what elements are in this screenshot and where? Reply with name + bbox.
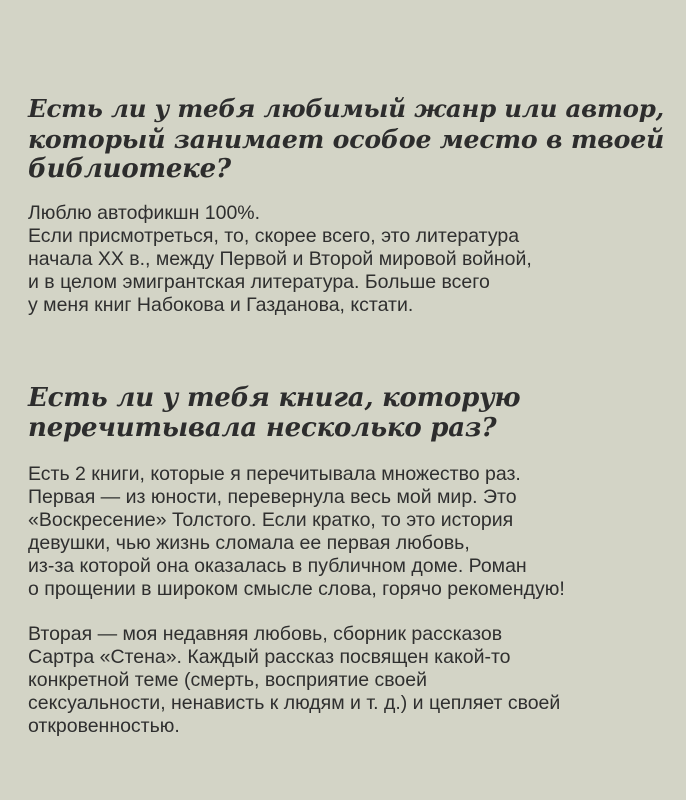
answer-line: Если присмотреться, то, скорее всего, это литература <box>28 225 520 247</box>
answer-line: Люблю автофикшн 100%. <box>28 202 261 224</box>
answer-line: о прощении в широком смысле слова, горячо рекомендую! <box>28 578 565 600</box>
interview-page <box>28 94 668 738</box>
answer-line: Сартра «Стена». Каждый рассказ посвящен какой-то <box>28 646 511 668</box>
question-line: Есть ли у тебя книга, которую <box>28 383 521 413</box>
answer-line: сексуальности, ненависть к людям и т. д.) и цепляет своей <box>28 692 561 714</box>
answer-first-book <box>28 463 668 601</box>
answer-line: и в целом эмигрантская литература. Больше всего <box>28 271 490 293</box>
question-line: Есть ли у тебя любимый жанр или автор, <box>28 94 664 123</box>
question-line: библиотеке? <box>28 154 231 184</box>
answer-line: из-за которой она оказалась в публичном доме. Роман <box>28 555 527 577</box>
question-favorite-genre <box>28 94 668 184</box>
answer-line: Есть 2 книги, которые я перечитывала множество раз. <box>28 463 521 485</box>
answer-line: Вторая — моя недавняя любовь, сборник рассказов <box>28 623 503 645</box>
answer-line: начала XX в., между Первой и Второй мировой войной, <box>28 248 532 270</box>
question-line: перечитывала несколько раз? <box>28 413 497 443</box>
answer-line: конкретной теме (смерть, восприятие своей <box>28 669 428 691</box>
answer-line: Первая — из юности, перевернула весь мой мир. Это <box>28 486 517 508</box>
answer-favorite-genre <box>28 202 668 317</box>
question-reread-book <box>28 383 668 443</box>
answer-second-book <box>28 623 668 738</box>
question-line: который занимает особое место в твоей <box>28 124 665 154</box>
answer-line: у меня книг Набокова и Газданова, кстати. <box>28 294 414 316</box>
answer-line: девушки, чью жизнь сломала ее первая любовь, <box>28 532 470 554</box>
answer-line: «Воскресение» Толстого. Если кратко, то это история <box>28 509 514 531</box>
answer-line: откровенностью. <box>28 715 180 737</box>
